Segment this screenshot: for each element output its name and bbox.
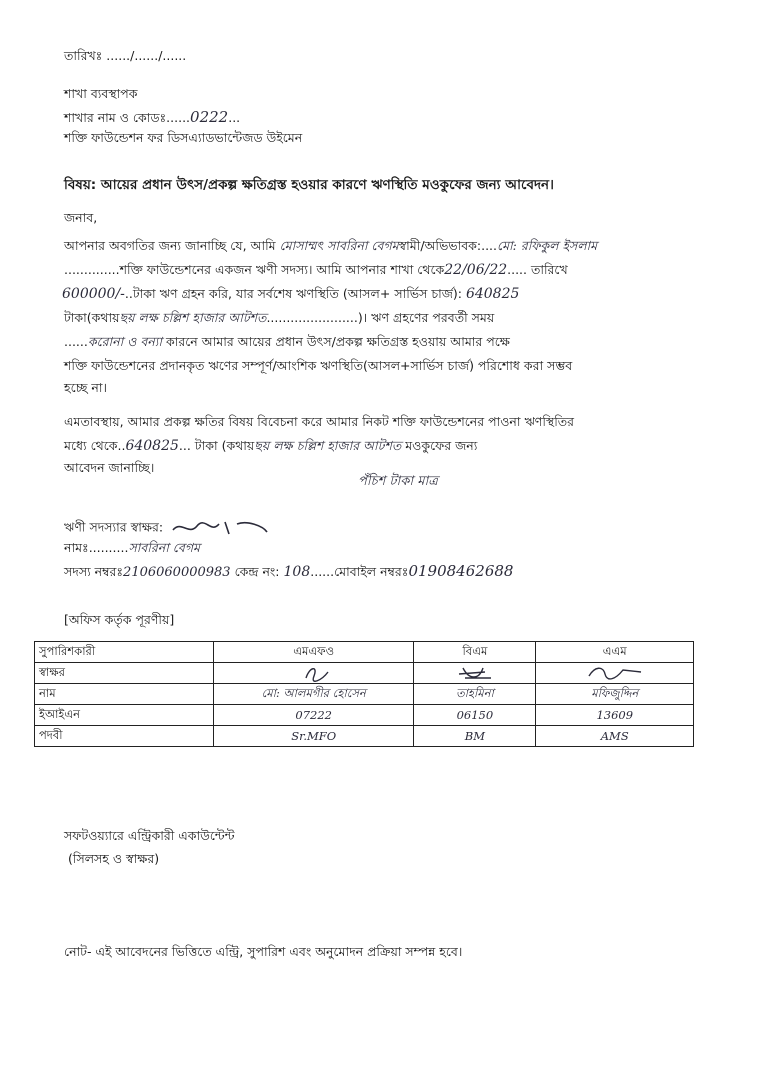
para1-line2: ..............শক্তি ফাউন্ডেশনের একজন ঋণী সদস্য। আমি আপনার শাখা থেকে22/06/22..... তারিখে [64,262,568,278]
waiver-amount-handwritten: 640825 [125,438,179,454]
member-name-handwritten: সাবরিনা বেগম [128,540,200,555]
para1-line1: আপনার অবগতির জন্য জানাচ্ছি যে, আমি মোসাম্মৎ সাবরিনা বেগমস্বামী/অভিভাবক:....মো: রফিকুল ইসলাম [64,238,598,253]
signature-mfo [214,663,414,684]
signature-am-scribble [575,664,655,682]
balance-words-handwritten: ছয় লক্ষ চল্লিশ হাজার আটশত [119,310,267,325]
para1-line4: টাকা(কথায়ছয় লক্ষ চল্লিশ হাজার আটশত.......................)। ঋণ গ্রহণের পরবর্তী সময় [64,310,495,325]
name-mfo: মো: আলমগীর হোসেন [214,684,414,705]
loan-balance-handwritten: 640825 [465,286,520,302]
member-name-line: নামঃ..........সাবরিনা বেগম [64,540,200,555]
para1-line6: শক্তি ফাউন্ডেশনের প্রদানকৃত ঋণের সম্পূর্ণ/আংশিক ঋণস্থিতি(আসল+সার্ভিস চার্জ) পরিশোধ করা সম্ভব [64,358,573,373]
branch-line: শাখার নাম ও কোডঃ......0222... [64,108,241,126]
table-row [35,642,694,663]
signature-bm [414,663,536,684]
para1-line7: হচ্ছে না। [64,380,107,395]
center-number-handwritten: 108 [283,564,311,580]
para1-line3: 600000/-..টাকা ঋণ গ্রহন করি, যার সর্বশেষ ঋণস্থিতি (আসল+ সার্ভিস চার্জ): 640825 [62,286,520,302]
para2-line2: মধ্যে থেকে..640825... টাকা (কথায়ছয় লক্ষ চল্লিশ হাজার আটশত মওকুফের জন্য [64,438,478,454]
software-accountant-line: সফটওয়্যারে এন্ট্রিকারী একাউন্টেন্ট [64,828,235,843]
member-signature-line: ঋণী সদস্যার স্বাক্ষর: [64,516,277,540]
reason-handwritten: করোনা ও বন্যা [87,334,163,349]
member-id-line: সদস্য নম্বরঃ2106060000983 কেন্দ্র নং: 108......মোবাইল নম্বরঃ01908462688 [64,562,514,580]
name-bm: তাহমিনা [414,684,536,705]
signature-mfo-scribble [284,664,344,682]
ein-bm: 06150 [414,705,536,726]
guardian-name-handwritten: মো: রফিকুল ইসলাম [497,238,598,253]
loan-amount-handwritten: 600000/- [62,286,125,302]
subject-line: বিষয়: আয়ের প্রধান উৎস/প্রকল্প ক্ষতিগ্রস্ত হওয়ার কারণে ঋণস্থিতি মওকুফের জন্য আবেদন। [64,177,554,193]
member-signature [167,516,277,540]
ein-mfo: 07222 [214,705,414,726]
waiver-words-continued: পঁচিশ টাকা মাত্র [358,474,438,489]
para2-line3: আবেদন জানাচ্ছি। [64,460,155,475]
row-label-ein: ইআইএন [35,705,214,726]
loan-date-handwritten: 22/06/22 [444,262,508,278]
header-am: এএম [536,642,694,663]
para1-line5: ......করোনা ও বন্যা কারনে আমার আয়ের প্রধান উৎস/প্রকল্প ক্ষতিগ্রস্ত হওয়ায় আমার পক্ষে [64,334,510,349]
applicant-name-handwritten: মোসাম্মৎ সাবরিনা বেগম [279,238,399,253]
table-row [35,663,694,684]
recipient-title: শাখা ব্যবস্থাপক [64,86,138,101]
organization-name: শক্তি ফাউন্ডেশন ফর ডিসএ্যাডভান্টেজড উইমেন [64,130,303,145]
branch-code: 0222 [190,108,229,126]
seal-signature-line: (সিলসহ ও স্বাক্ষর) [68,851,160,866]
table-row [35,684,694,705]
row-label-name: নাম [35,684,214,705]
waiver-words-handwritten: ছয় লক্ষ চল্লিশ হাজার আটশত [254,438,402,453]
note-line: নোট- এই আবেদনের ভিত্তিতে এন্ট্রি, সুপারিশ এবং অনুমোদন প্রক্রিয়া সম্পন্ন হবে। [64,944,463,959]
header-mfo: এমএফও [214,642,414,663]
salutation: জনাব, [64,210,98,225]
recommendation-table [34,641,694,747]
row-label-designation: পদবী [35,726,214,747]
designation-am: AMS [536,726,694,747]
designation-mfo: Sr.MFO [214,726,414,747]
date-line: তারিখঃ ....../....../...... [64,48,187,63]
member-id-handwritten: 2106060000983 [123,565,231,580]
mobile-number-handwritten: 01908462688 [408,562,514,580]
signature-bm-scribble [445,664,505,682]
row-label-signature: স্বাক্ষর [35,663,214,684]
ein-am: 13609 [536,705,694,726]
para2-line1: এমতাবস্থায়, আমার প্রকল্প ক্ষতির বিষয় বিবেচনা করে আমার নিকট শক্তি ফাউন্ডেশনের পাওনা ঋণস্থিতির [64,414,575,429]
branch-label: শাখার নাম ও কোডঃ...... [64,110,191,125]
row-label-recommender: সুপারিশকারী [35,642,214,663]
table-row [35,726,694,747]
table-row [35,705,694,726]
designation-bm: BM [414,726,536,747]
office-heading: [অফিস কর্তৃক পূরণীয়] [64,612,175,627]
header-bm: বিএম [414,642,536,663]
signature-am [536,663,694,684]
name-am: মফিজুদ্দিন [536,684,694,705]
